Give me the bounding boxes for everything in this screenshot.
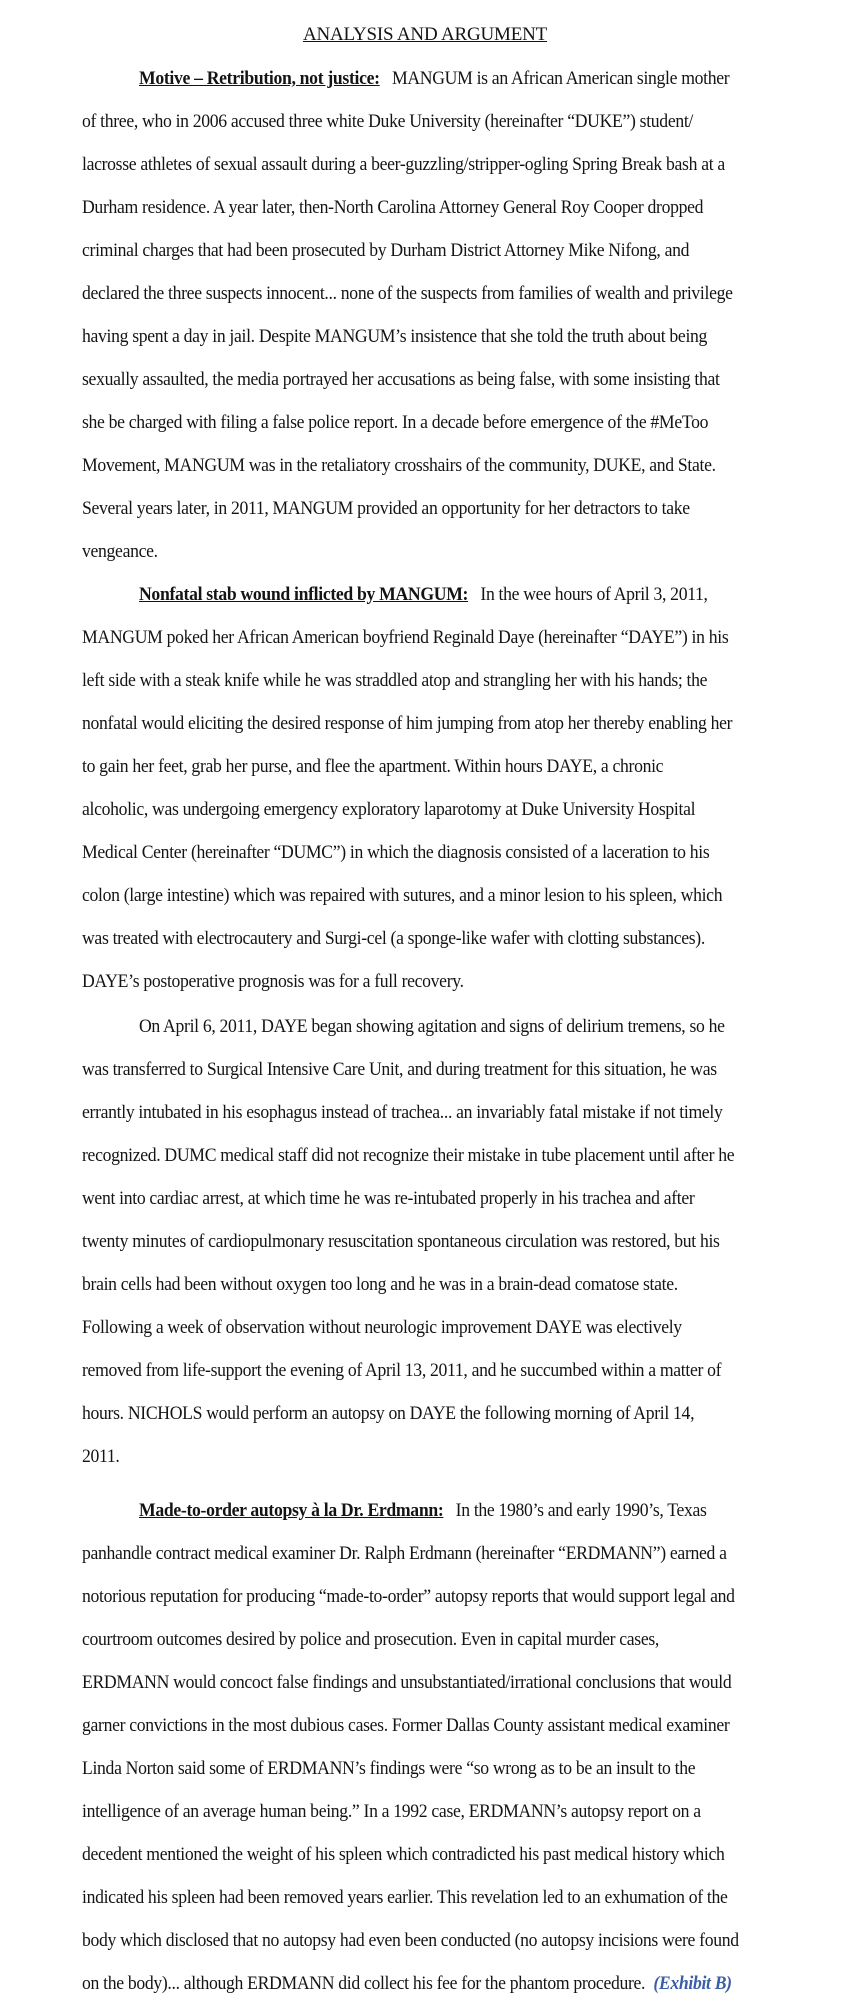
paragraph-line: was treated with electrocautery and Surgi-cel (a sponge-like wafer with clotting substances). xyxy=(82,928,705,949)
paragraph-line: having spent a day in jail. Despite MANGUM’s insistence that she told the truth about being xyxy=(82,326,708,347)
section-heading-stab-wound: Nonfatal stab wound inflicted by MANGUM: xyxy=(139,584,469,605)
paragraph-line: decedent mentioned the weight of his spleen which contradicted his past medical history which xyxy=(82,1844,725,1865)
paragraph-line: Linda Norton said some of ERDMANN’s findings were “so wrong as to be an insult to the xyxy=(82,1758,696,1779)
paragraph-line: recognized. DUMC medical staff did not recognize their mistake in tube placement until after he xyxy=(82,1145,735,1166)
paragraph-line: indicated his spleen had been removed years earlier. This revelation led to an exhumation of the xyxy=(82,1887,728,1908)
exhibit-b-link[interactable]: (Exhibit B) xyxy=(653,1973,732,1994)
paragraph-line: twenty minutes of cardiopulmonary resuscitation spontaneous circulation was restored, but his xyxy=(82,1231,720,1252)
paragraph-line: declared the three suspects innocent... none of the suspects from families of wealth and privilege xyxy=(82,283,733,304)
paragraph-line: Medical Center (hereinafter “DUMC”) in which the diagnosis consisted of a laceration to his xyxy=(82,842,710,863)
paragraph-line: ERDMANN would concoct false findings and unsubstantiated/irrational conclusions that would xyxy=(82,1672,732,1693)
paragraph-line: Nonfatal stab wound inflicted by MANGUM: In the wee hours of April 3, 2011, xyxy=(139,584,708,605)
paragraph-line: Made-to-order autopsy à la Dr. Erdmann: In the 1980’s and early 1990’s, Texas xyxy=(139,1500,707,1521)
paragraph-line: was transferred to Surgical Intensive Care Unit, and during treatment for this situation, he was xyxy=(82,1059,717,1080)
paragraph-line: criminal charges that had been prosecuted by Durham District Attorney Mike Nifong, and xyxy=(82,240,690,261)
paragraph-line: Following a week of observation without neurologic improvement DAYE was electively xyxy=(82,1317,682,1338)
paragraph-line: of three, who in 2006 accused three white Duke University (hereinafter “DUKE”) student/ xyxy=(82,111,694,132)
paragraph-line: nonfatal would eliciting the desired response of him jumping from atop her thereby enabling her xyxy=(82,713,733,734)
paragraph-line: On April 6, 2011, DAYE began showing agitation and signs of delirium tremens, so he xyxy=(139,1016,725,1037)
paragraph-line: errantly intubated in his esophagus instead of trachea... an invariably fatal mistake if not timely xyxy=(82,1102,723,1123)
paragraph-line: brain cells had been without oxygen too long and he was in a brain-dead comatose state. xyxy=(82,1274,678,1295)
paragraph-line: colon (large intestine) which was repaired with sutures, and a minor lesion to his spleen, which xyxy=(82,885,723,906)
paragraph-line: Durham residence. A year later, then-North Carolina Attorney General Roy Cooper dropped xyxy=(82,197,704,218)
paragraph-line: Several years later, in 2011, MANGUM provided an opportunity for her detractors to take xyxy=(82,498,690,519)
paragraph-line: on the body)... although ERDMANN did collect his fee for the phantom procedure. (Exhibit B) xyxy=(82,1973,732,1994)
paragraph-line: alcoholic, was undergoing emergency exploratory laparotomy at Duke University Hospital xyxy=(82,799,696,820)
paragraph-line: 2011. xyxy=(82,1446,120,1467)
paragraph-line: lacrosse athletes of sexual assault during a beer-guzzling/stripper-ogling Spring Break bash at a xyxy=(82,154,725,175)
paragraph-line: garner convictions in the most dubious cases. Former Dallas County assistant medical examiner xyxy=(82,1715,730,1736)
paragraph-line: left side with a steak knife while he was straddled atop and strangling her with his hands; the xyxy=(82,670,708,691)
paragraph-line: sexually assaulted, the media portrayed her accusations as being false, with some insisting that xyxy=(82,369,720,390)
paragraph-line: intelligence of an average human being.” In a 1992 case, ERDMANN’s autopsy report on a xyxy=(82,1801,701,1822)
paragraph-line: Motive – Retribution, not justice: MANGUM is an African American single mother xyxy=(139,68,730,89)
paragraph-line: courtroom outcomes desired by police and prosecution. Even in capital murder cases, xyxy=(82,1629,660,1650)
paragraph-line: body which disclosed that no autopsy had even been conducted (no autopsy incisions were found xyxy=(82,1930,739,1951)
section-heading-erdmann: Made-to-order autopsy à la Dr. Erdmann: xyxy=(139,1500,444,1521)
paragraph-line: MANGUM poked her African American boyfriend Reginald Daye (hereinafter “DAYE”) in his xyxy=(82,627,729,648)
section-heading-motive: Motive – Retribution, not justice: xyxy=(139,68,380,89)
paragraph-line: hours. NICHOLS would perform an autopsy on DAYE the following morning of April 14, xyxy=(82,1403,695,1424)
paragraph-line: went into cardiac arrest, at which time he was re-intubated properly in his trachea and after xyxy=(82,1188,695,1209)
paragraph-line: notorious reputation for producing “made-to-order” autopsy reports that would support legal and xyxy=(82,1586,735,1607)
paragraph-line: panhandle contract medical examiner Dr. Ralph Erdmann (hereinafter “ERDMANN”) earned a xyxy=(82,1543,727,1564)
paragraph-line: to gain her feet, grab her purse, and flee the apartment. Within hours DAYE, a chronic xyxy=(82,756,664,777)
paragraph-line: Movement, MANGUM was in the retaliatory crosshairs of the community, DUKE, and State. xyxy=(82,455,716,476)
paragraph-line: she be charged with filing a false police report. In a decade before emergence of the #MeToo xyxy=(82,412,709,433)
paragraph-line: DAYE’s postoperative prognosis was for a full recovery. xyxy=(82,971,464,992)
paragraph-line: removed from life-support the evening of April 13, 2011, and he succumbed within a matter of xyxy=(82,1360,722,1381)
page-title: ANALYSIS AND ARGUMENT xyxy=(302,24,548,45)
paragraph-line: vengeance. xyxy=(82,541,158,562)
